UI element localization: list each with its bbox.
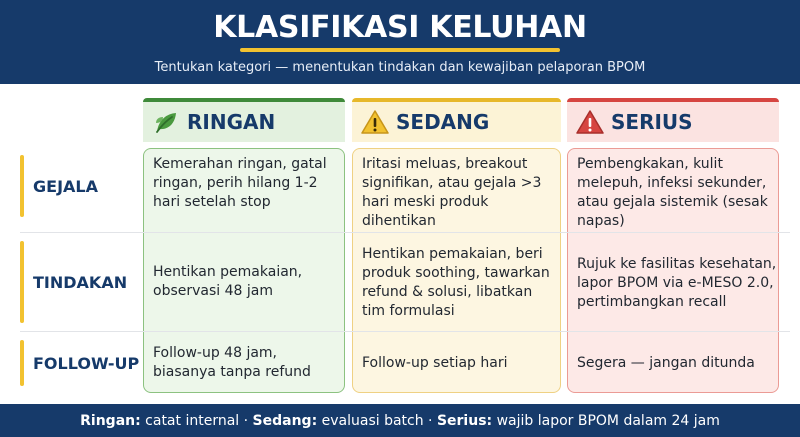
cell-tindakan-sedang: Hentikan pemakaian, beri produk soothing, tawarkan refund & solusi, libatkan tim formulasi (362, 246, 550, 319)
cell-follow-up-ringan: Follow-up 48 jam, biasanya tanpa refund (153, 345, 311, 380)
cell-tindakan-ringan: Hentikan pemakaian, observasi 48 jam (153, 264, 303, 299)
page-subtitle: Tentukan kategori — menentukan tindakan dan kewajiban pelaporan BPOM (154, 60, 646, 75)
cell-follow-up-sedang: Follow-up setiap hari (362, 355, 508, 371)
header-banner (0, 0, 800, 84)
cell-follow-up-serius: Segera — jangan ditunda (577, 355, 755, 371)
footer-serius-label: Serius: (436, 412, 493, 429)
row-label-follow-up (20, 340, 139, 386)
footer-ringan-label: Ringan: (80, 412, 141, 429)
cell-gejala-serius: Pembengkakan, kulit melepuh, infeksi sekunder, atau gejala sistemik (sesak napas) (577, 156, 768, 229)
row-accent-bar (20, 241, 24, 323)
row-accent-bar (20, 155, 24, 217)
row-label-text: GEJALA (33, 176, 98, 196)
leaf-icon (151, 107, 181, 137)
row-label-gejala (20, 155, 98, 217)
column-header-sedang (352, 98, 561, 142)
row-label-tindakan (20, 241, 127, 323)
footer-serius-text: wajib lapor BPOM dalam 24 jam (492, 412, 720, 429)
row-divider (20, 331, 790, 332)
title-underline (240, 48, 560, 52)
footer-sedang-text: evaluasi batch · (317, 412, 437, 429)
row-accent-bar (20, 340, 24, 386)
column-label-ringan: RINGAN (187, 110, 276, 134)
footer-ringan-text: catat internal · (140, 412, 253, 429)
row-label-text: TINDAKAN (33, 272, 128, 292)
cell-tindakan-serius: Rujuk ke fasilitas kesehatan, lapor BPOM via e-MESO 2.0, pertimbangkan recall (577, 256, 777, 310)
row-divider (20, 232, 790, 233)
column-header-ringan (143, 98, 345, 142)
cell-gejala-ringan: Kemerahan ringan, gatal ringan, perih hilang 1-2 hari setelah stop (153, 156, 327, 210)
alert-icon (575, 107, 605, 137)
row-label-text: FOLLOW-UP (33, 353, 140, 373)
page-title: KLASIFIKASI KELUHAN (213, 10, 587, 45)
warning-icon (360, 107, 390, 137)
column-label-sedang: SEDANG (396, 110, 490, 134)
cell-gejala-sedang: Iritasi meluas, breakout signifikan, atau gejala >3 hari meski produk dihentikan (362, 156, 542, 229)
column-label-serius: SERIUS (611, 110, 693, 134)
footer-sedang-label: Sedang: (252, 412, 318, 429)
column-header-serius (567, 98, 779, 142)
footer-summary (0, 404, 800, 437)
